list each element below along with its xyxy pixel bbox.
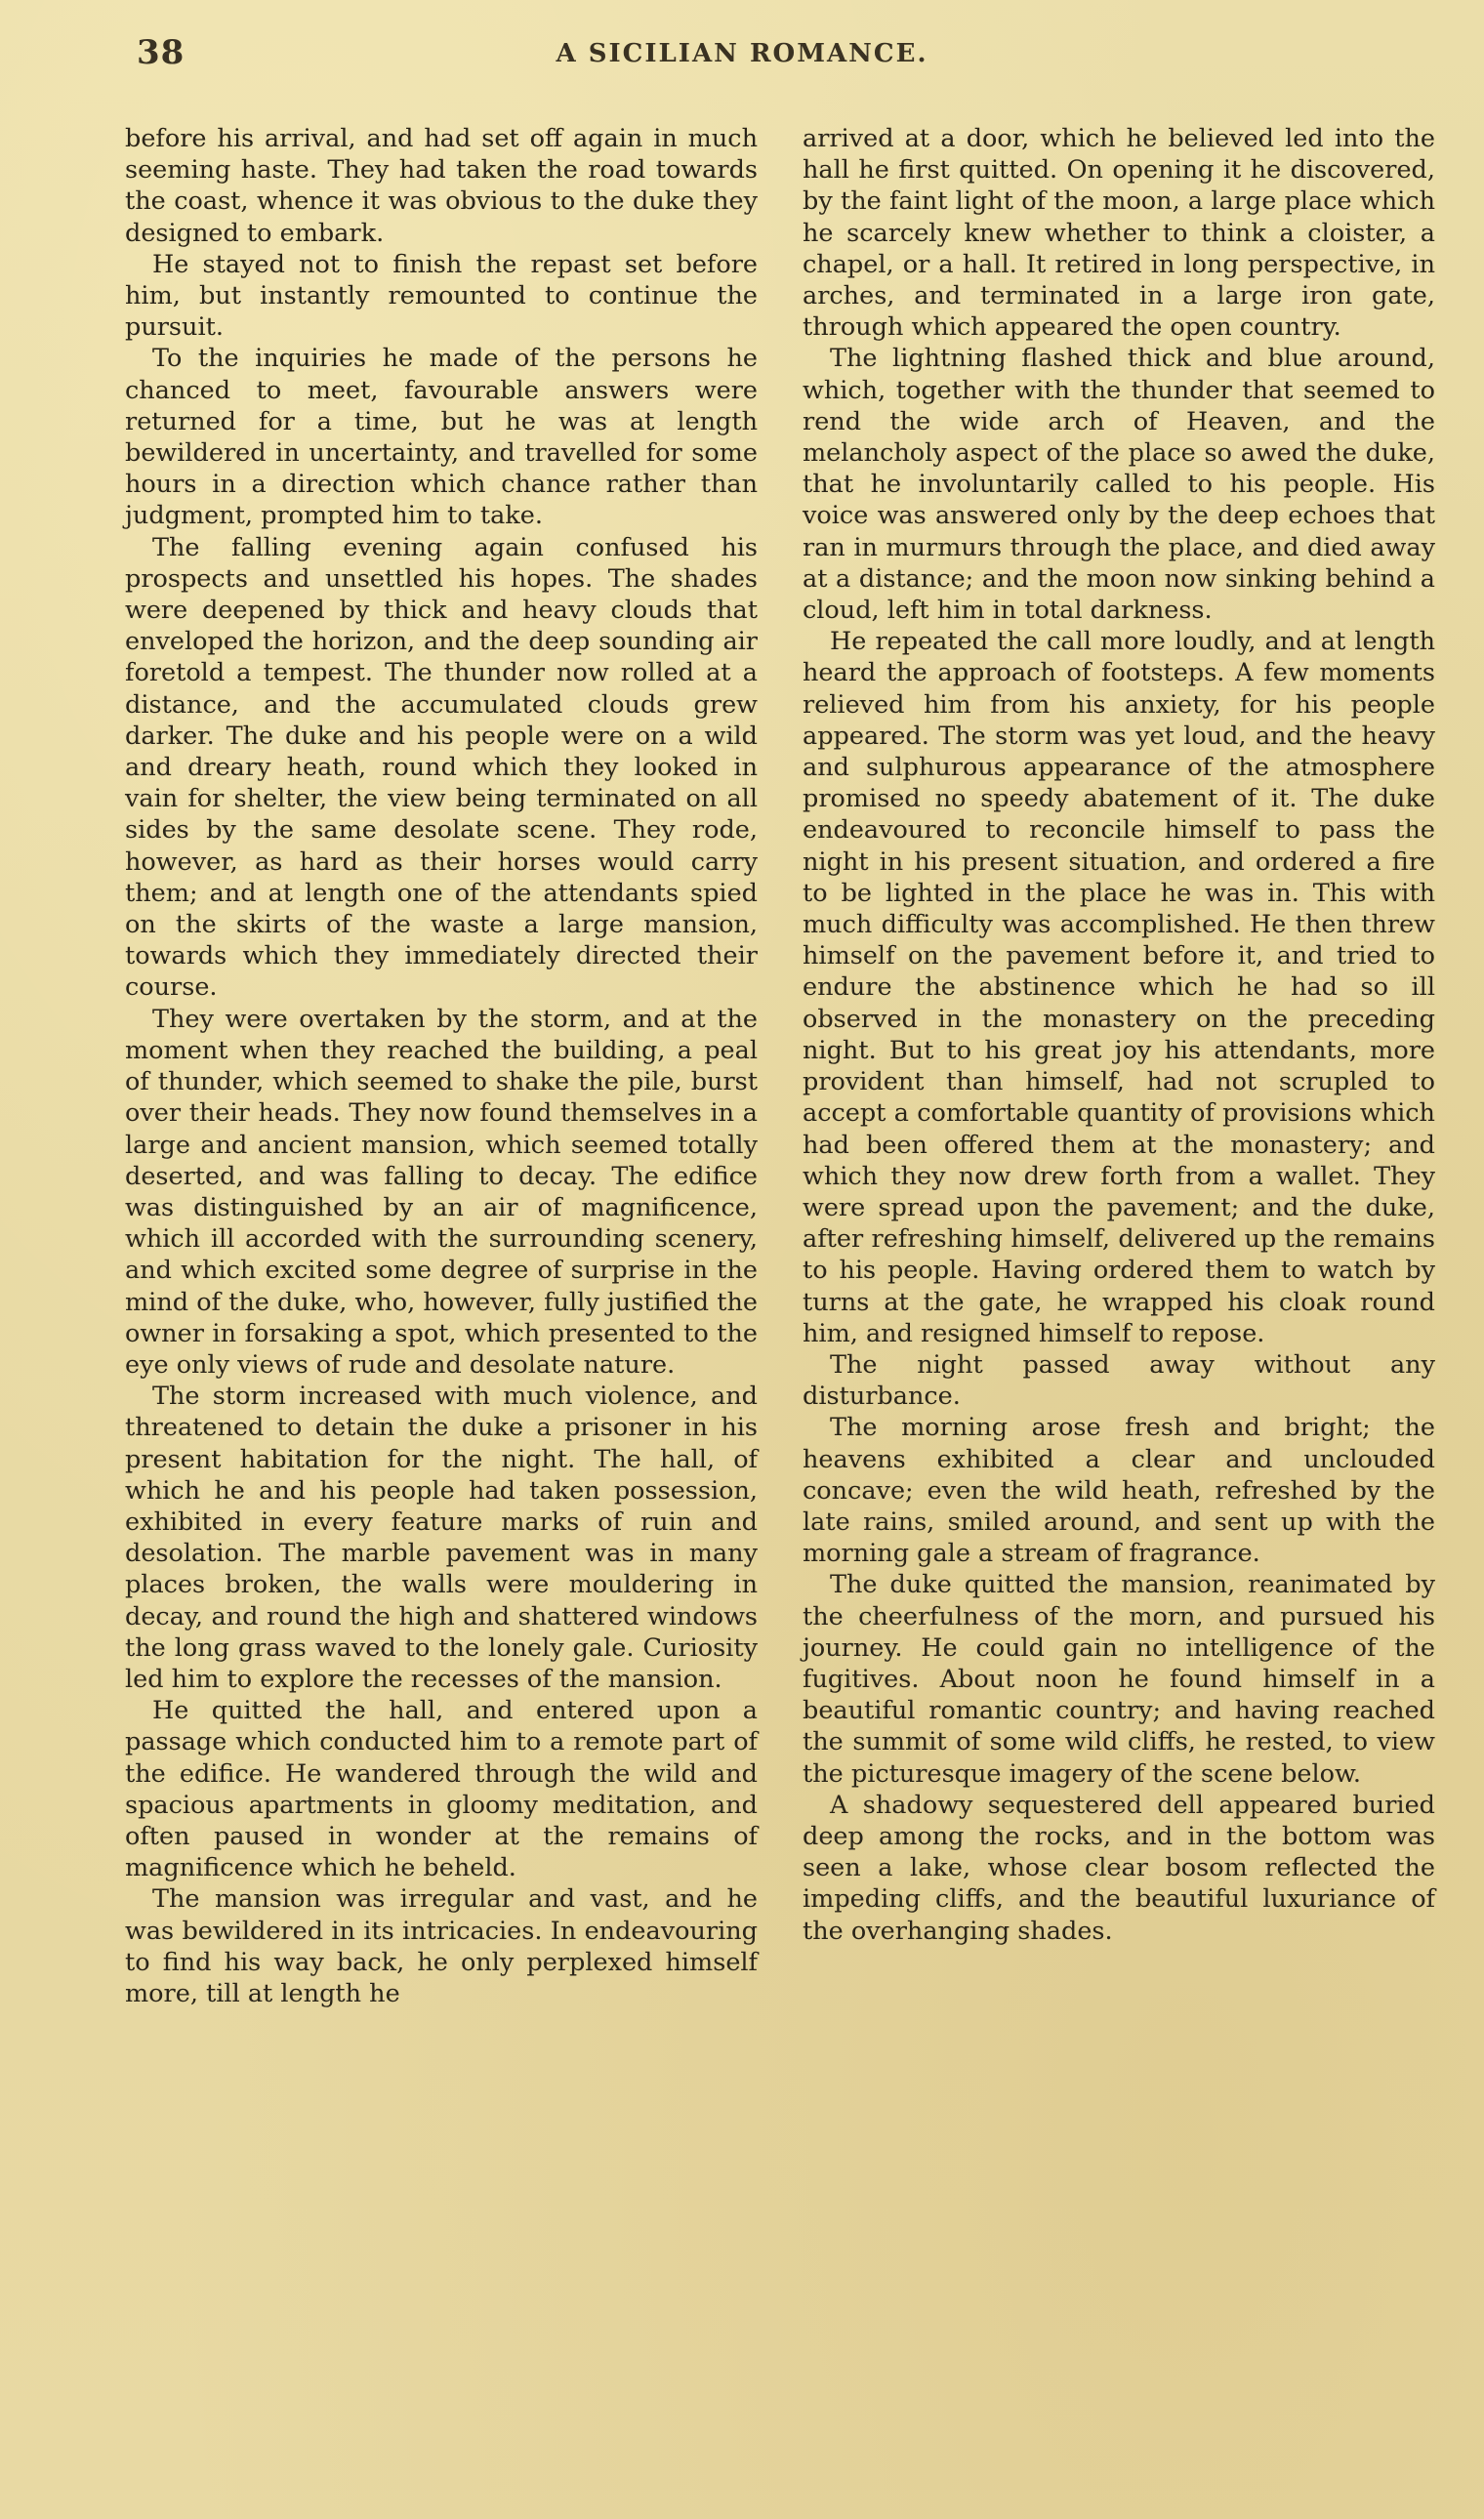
paragraph: They were overtaken by the storm, and at the moment when they reached the building, a peal of thunder, which seemed to shake the pile, burst over their heads. They now found themselves in a large and ancient mansion, which seemed totally deserted, and was falling to decay. The edifice was distinguished by an air of magnificence, which ill accorded with the surrounding scenery, and which excited some degree of surprise in the mind of the duke, who, however, fully justified the owner in forsaking a spot, which presented to the eye only views of rude and desolate nature.: [125, 1004, 758, 1380]
paragraph: The lightning flashed thick and blue around, which, together with the thunder that seemed to rend the wide arch of Heaven, and the melancholy aspect of the place so awed the duke, that he involuntarily called to his people. His voice was answered only by the deep echoes that ran in murmurs through the place, and died away at a distance; and the moon now sinking behind a cloud, left him in total darkness.: [803, 344, 1435, 626]
left-text-column: [125, 123, 758, 2009]
paragraph: He stayed not to finish the repast set before him, but instantly remounted to continue the pursuit.: [125, 249, 758, 343]
paragraph: He repeated the call more loudly, and at length heard the approach of footsteps. A few moments relieved him from his anxiety, for his people appeared. The storm was yet loud, and the heavy and sulphurous appearance of the atmosphere promised no speedy abatement of it. The duke endeavoured to reconcile himself to pass the night in his present situation, and ordered a fire to be lighted in the place he was in. This with much difficulty was accomplished. He then threw himself on the pavement before it, and tried to endure the abstinence which he had so ill observed in the monastery on the preceding night. But to his great joy his attendants, more provident than himself, had not scrupled to accept a comfortable quantity of provisions which had been offered them at the monastery; and which they now drew forth from a wallet. They were spread upon the pavement; and the duke, after refreshing himself, delivered up the remains to his people. Having ordered them to watch by turns at the gate, he wrapped his cloak round him, and resigned himself to repose.: [803, 627, 1435, 1348]
paragraph: The storm increased with much violence, and threatened to detain the duke a prisoner in his present habitation for the night. The hall, of which he and his people had taken possession, exhibited in every feature marks of ruin and desolation. The marble pavement was in many places broken, the walls were mouldering in decay, and round the high and shattered windows the long grass waved to the lonely gale. Curiosity led him to explore the recesses of the mansion.: [125, 1382, 758, 1694]
paragraph: arrived at a door, which he believed led into the hall he first quitted. On opening it he discovered, by the faint light of the moon, a large place which he scarcely knew whether to think a cloister, a chapel, or a hall. It retired in long perspective, in arches, and terminated in a large iron gate, through which appeared the open country.: [803, 124, 1435, 343]
paragraph: A shadowy sequestered dell appeared buried deep among the rocks, and in the bottom was seen a lake, whose clear bosom reflected the impeding cliffs, and the beautiful luxuriance of the overhanging shades.: [803, 1790, 1435, 1946]
paragraph: He quitted the hall, and entered upon a passage which conducted him to a remote part of the edifice. He wandered through the wild and spacious apartments in gloomy meditation, and often paused in wonder at the remains of magnificence which he beheld.: [125, 1696, 758, 1883]
page-number: 38: [137, 33, 186, 72]
paragraph: The morning arose fresh and bright; the heavens exhibited a clear and unclouded concave; even the wild heath, refreshed by the late rains, smiled around, and sent up with the morning gale a stream of fragrance.: [803, 1413, 1435, 1569]
paragraph: To the inquiries he made of the persons he chanced to meet, favourable answers were returned for a time, but he was at length bewildered in uncertainty, and travelled for some hours in a direction which chance rather than judgment, prompted him to take.: [125, 344, 758, 531]
paragraph: The mansion was irregular and vast, and he was bewildered in its intricacies. In endeavouring to find his way back, he only perplexed himself more, till at length he: [125, 1884, 758, 2008]
paragraph: The duke quitted the mansion, reanimated by the cheerfulness of the morn, and pursued his journey. He could gain no intelligence of the fugitives. About noon he found himself in a beautiful romantic country; and having reached the summit of some wild cliffs, he rested, to view the picturesque imagery of the scene below.: [803, 1570, 1435, 1789]
right-text-column: [803, 123, 1435, 1947]
paragraph: The falling evening again confused his prospects and unsettled his hopes. The shades were deepened by thick and heavy clouds that enveloped the horizon, and the deep sounding air foretold a tempest. The thunder now rolled at a distance, and the accumulated clouds grew darker. The duke and his people were on a wild and dreary heath, round which they looked in vain for shelter, the view being terminated on all sides by the same desolate scene. They rode, however, as hard as their horses would carry them; and at length one of the attendants spied on the skirts of the waste a large mansion, towards which they immediately directed their course.: [125, 532, 758, 1003]
running-title: A SICILIAN ROMANCE.: [556, 39, 928, 68]
paragraph: before his arrival, and had set off again in much seeming haste. They had taken the road towards the coast, whence it was obvious to the duke they designed to embark.: [125, 124, 758, 248]
paragraph: The night passed away without any disturbance.: [803, 1349, 1435, 1412]
